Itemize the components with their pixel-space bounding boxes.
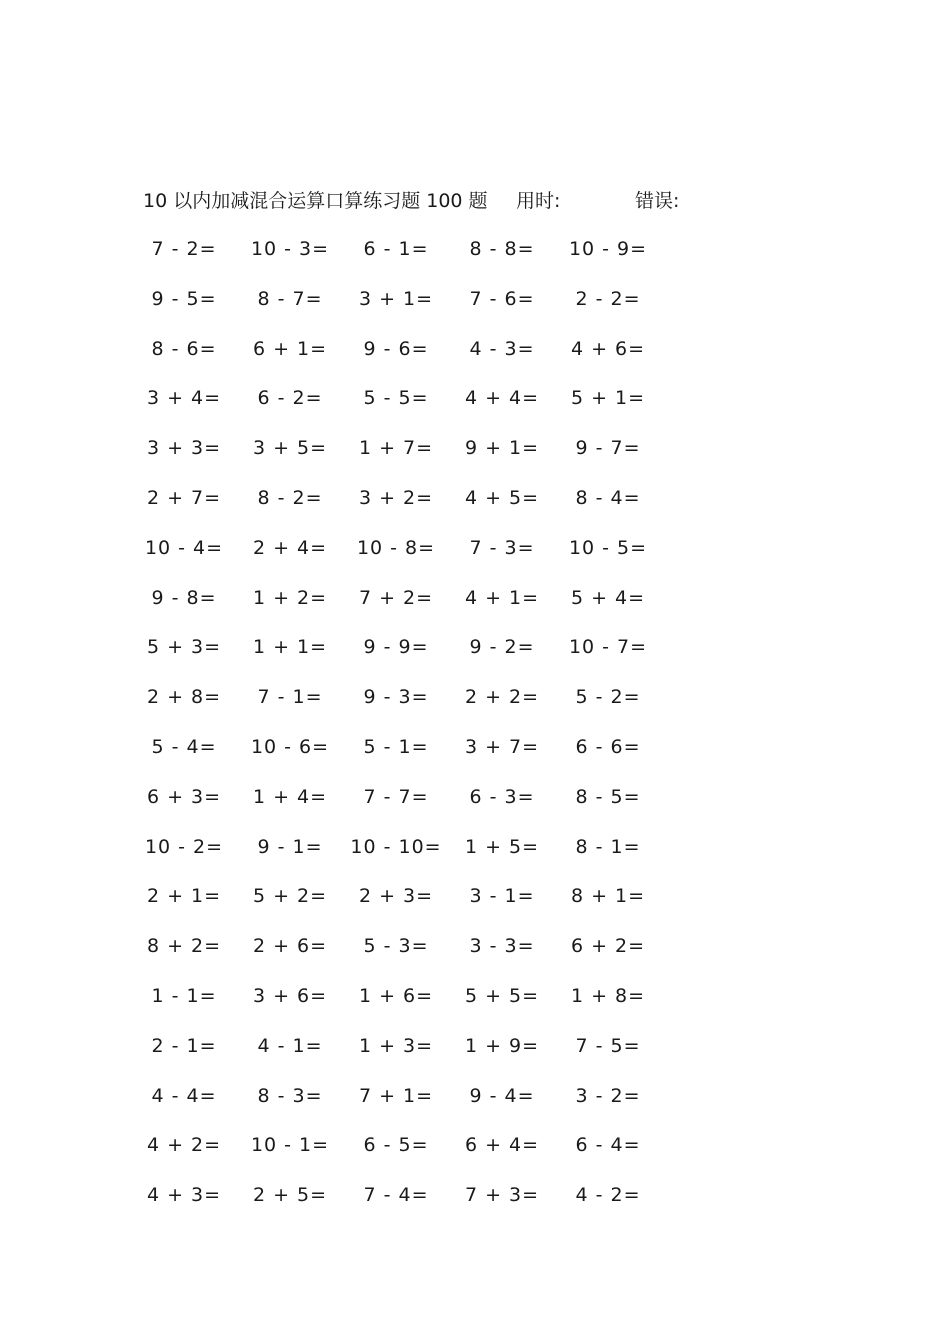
problem-row bbox=[0, 881, 950, 931]
math-problem: 6 + 2= bbox=[570, 935, 646, 958]
math-problem: 4 + 3= bbox=[146, 1184, 222, 1207]
math-problem: 8 + 2= bbox=[146, 935, 222, 958]
math-problem: 9 - 4= bbox=[469, 1084, 535, 1107]
problem-row bbox=[0, 583, 950, 633]
math-problem: 5 - 4= bbox=[151, 735, 217, 758]
math-problem: 5 + 3= bbox=[146, 636, 222, 659]
errors-label: 错误: bbox=[635, 190, 680, 212]
problem-row bbox=[0, 433, 950, 483]
math-problem: 6 - 5= bbox=[363, 1134, 429, 1157]
problem-row bbox=[0, 334, 950, 384]
math-problem: 5 + 5= bbox=[464, 984, 540, 1007]
math-problem: 8 - 4= bbox=[575, 486, 641, 509]
math-problem: 10 - 9= bbox=[568, 238, 648, 260]
math-problem: 7 - 3= bbox=[469, 536, 535, 559]
math-problem: 9 - 3= bbox=[363, 686, 429, 709]
problem-row bbox=[0, 782, 950, 832]
math-problem: 9 - 5= bbox=[151, 287, 217, 310]
math-problem: 8 - 7= bbox=[257, 287, 323, 310]
math-problem: 3 + 5= bbox=[252, 437, 328, 460]
math-problem: 7 - 7= bbox=[363, 785, 429, 808]
math-problem: 4 + 5= bbox=[464, 486, 540, 509]
problem-row bbox=[0, 1180, 950, 1230]
math-problem: 9 - 2= bbox=[469, 636, 535, 659]
math-problem: 7 - 4= bbox=[363, 1184, 429, 1207]
problem-row bbox=[0, 632, 950, 682]
math-problem: 8 - 5= bbox=[575, 785, 641, 808]
math-problem: 9 - 8= bbox=[151, 586, 217, 609]
math-problem: 2 + 5= bbox=[252, 1184, 328, 1207]
math-problem: 3 + 6= bbox=[252, 984, 328, 1007]
math-problem: 3 + 3= bbox=[146, 437, 222, 460]
math-problem: 3 + 2= bbox=[358, 486, 434, 509]
math-problem: 2 + 7= bbox=[146, 486, 222, 509]
math-problem: 1 + 2= bbox=[252, 586, 328, 609]
math-problem: 4 - 4= bbox=[151, 1084, 217, 1107]
math-problem: 10 - 10= bbox=[350, 835, 442, 858]
math-problem: 6 + 4= bbox=[464, 1134, 540, 1157]
math-problem: 3 - 2= bbox=[575, 1084, 641, 1107]
math-problem: 7 + 1= bbox=[358, 1084, 434, 1107]
math-problem: 8 + 1= bbox=[570, 885, 646, 908]
problem-row bbox=[0, 1081, 950, 1131]
math-problem: 10 - 2= bbox=[144, 835, 224, 858]
math-problem: 3 + 4= bbox=[146, 387, 222, 410]
math-problem: 1 + 1= bbox=[252, 636, 328, 659]
problem-row bbox=[0, 1130, 950, 1180]
problem-row bbox=[0, 981, 950, 1031]
math-problem: 9 + 1= bbox=[464, 437, 540, 460]
math-problem: 9 - 7= bbox=[575, 437, 641, 460]
math-problem: 5 - 5= bbox=[363, 387, 429, 410]
math-problem: 3 - 1= bbox=[469, 885, 535, 908]
problem-row bbox=[0, 1031, 950, 1081]
math-problem: 2 + 6= bbox=[252, 935, 328, 958]
math-problem: 2 + 1= bbox=[146, 885, 222, 908]
math-problem: 10 - 1= bbox=[250, 1134, 330, 1157]
math-problem: 8 - 2= bbox=[257, 486, 323, 509]
problem-row bbox=[0, 732, 950, 782]
math-problem: 5 + 4= bbox=[570, 586, 646, 609]
math-problem: 10 - 4= bbox=[144, 536, 224, 559]
math-problem: 6 - 2= bbox=[257, 387, 323, 410]
math-problem: 1 + 4= bbox=[252, 785, 328, 808]
math-problem: 4 - 3= bbox=[469, 337, 535, 360]
problem-row bbox=[0, 383, 950, 433]
math-problem: 2 + 4= bbox=[252, 536, 328, 559]
math-problem: 7 - 5= bbox=[575, 1034, 641, 1057]
math-problem: 1 - 1= bbox=[151, 984, 217, 1007]
math-problem: 6 + 1= bbox=[252, 337, 328, 360]
math-problem: 4 + 2= bbox=[146, 1134, 222, 1157]
math-problem: 5 - 3= bbox=[363, 935, 429, 958]
math-problem: 7 + 2= bbox=[358, 586, 434, 609]
problem-row bbox=[0, 234, 950, 284]
math-problem: 10 - 5= bbox=[568, 536, 648, 559]
math-problem: 6 - 1= bbox=[363, 238, 429, 260]
math-problem: 6 - 6= bbox=[575, 735, 641, 758]
worksheet-title: 10 以内加减混合运算口算练习题 100 题 bbox=[143, 190, 488, 212]
math-problem: 4 - 2= bbox=[575, 1184, 641, 1207]
math-problem: 10 - 7= bbox=[568, 636, 648, 659]
math-problem: 1 + 5= bbox=[464, 835, 540, 858]
math-problem: 7 - 1= bbox=[257, 686, 323, 709]
math-problem: 2 + 2= bbox=[464, 686, 540, 709]
math-problem: 10 - 3= bbox=[250, 238, 330, 260]
math-problem: 7 + 3= bbox=[464, 1184, 540, 1207]
math-problem: 5 + 2= bbox=[252, 885, 328, 908]
math-problem: 2 + 3= bbox=[358, 885, 434, 908]
math-problem: 3 - 3= bbox=[469, 935, 535, 958]
math-problem: 1 + 3= bbox=[358, 1034, 434, 1057]
math-problem: 1 + 7= bbox=[358, 437, 434, 460]
math-problem: 8 - 8= bbox=[469, 238, 535, 260]
math-problem: 6 - 3= bbox=[469, 785, 535, 808]
math-problem: 7 - 2= bbox=[151, 238, 217, 260]
math-problem: 8 - 6= bbox=[151, 337, 217, 360]
math-problem: 8 - 3= bbox=[257, 1084, 323, 1107]
math-problem: 10 - 6= bbox=[250, 735, 330, 758]
math-problem: 9 - 1= bbox=[257, 835, 323, 858]
math-problem: 5 - 2= bbox=[575, 686, 641, 709]
time-label: 用时: bbox=[516, 190, 561, 212]
math-problem: 5 + 1= bbox=[570, 387, 646, 410]
math-problem: 2 + 8= bbox=[146, 686, 222, 709]
math-problem: 1 + 6= bbox=[358, 984, 434, 1007]
math-problem: 6 - 4= bbox=[575, 1134, 641, 1157]
math-problem: 5 - 1= bbox=[363, 735, 429, 758]
problem-row bbox=[0, 483, 950, 533]
math-problem: 7 - 6= bbox=[469, 287, 535, 310]
problem-row bbox=[0, 931, 950, 981]
math-problem: 6 + 3= bbox=[146, 785, 222, 808]
math-problem: 4 + 4= bbox=[464, 387, 540, 410]
math-problem: 10 - 8= bbox=[356, 536, 436, 559]
problem-row bbox=[0, 682, 950, 732]
math-problem: 4 + 6= bbox=[570, 337, 646, 360]
math-problem: 4 - 1= bbox=[257, 1034, 323, 1057]
math-problem: 9 - 9= bbox=[363, 636, 429, 659]
problem-row bbox=[0, 832, 950, 882]
problem-row bbox=[0, 284, 950, 334]
problem-row bbox=[0, 533, 950, 583]
math-problem: 4 + 1= bbox=[464, 586, 540, 609]
math-problem: 1 + 9= bbox=[464, 1034, 540, 1057]
math-problem: 2 - 1= bbox=[151, 1034, 217, 1057]
math-problem: 3 + 7= bbox=[464, 735, 540, 758]
math-problem: 9 - 6= bbox=[363, 337, 429, 360]
math-problem: 1 + 8= bbox=[570, 984, 646, 1007]
math-problem: 8 - 1= bbox=[575, 835, 641, 858]
math-problem: 3 + 1= bbox=[358, 287, 434, 310]
problem-grid bbox=[0, 234, 950, 1230]
math-problem: 2 - 2= bbox=[575, 287, 641, 310]
